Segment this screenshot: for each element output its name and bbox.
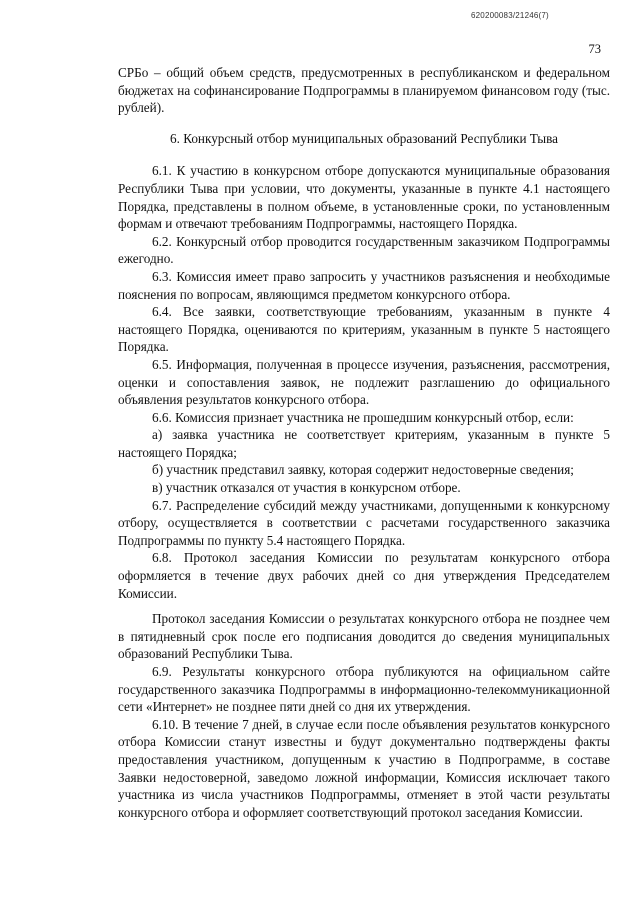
paragraph-6-8: 6.8. Протокол заседания Комиссии по результатам конкурсного отбора оформляется в течение двух рабочих дней со дня утверждения Председателем Комиссии. <box>118 550 610 601</box>
paragraph-6-7: 6.7. Распределение субсидий между участниками, допущенными к конкурсному отбору, осуществляется в соответствии с расчетами государственного заказчика Подпрограммы по пункту 5.4 настоящего Порядка. <box>118 497 610 548</box>
paragraph-6-6: 6.6. Комиссия признает участника не прошедшим конкурсный отбор, если: <box>152 409 574 425</box>
section-heading: 6. Конкурсный отбор муниципальных образований Республики Тыва <box>170 130 558 146</box>
paragraph-6-1: 6.1. К участию в конкурсном отборе допускаются муниципальные образования Республики Тыва при условии, что документы, указанные в пункте 4.1 настоящего Порядка, представлены в полном объеме, в установленные сроки, по установленным формам и отвечают требованиям Подпрограммы, настоящего Порядка. <box>118 163 610 232</box>
paragraph-6-9: 6.9. Результаты конкурсного отбора публикуются на официальном сайте государственного заказчика Подпрограммы в информационно-телекоммуникационной сети «Интернет» не позднее пяти дней со дня их утверждения. <box>118 664 610 715</box>
paragraph-6-6-c: в) участник отказался от участия в конкурсном отборе. <box>152 480 461 496</box>
paragraph-6-8-protocol: Протокол заседания Комиссии о результатах конкурсного отбора не позднее чем в пятидневный срок после его подписания доводится до сведения муниципальных образований Республики Тыва. <box>118 611 610 662</box>
document-id: 620200083/21246(7) <box>471 11 549 20</box>
paragraph-6-6-b: б) участник представил заявку, которая содержит недостоверные сведения; <box>152 462 574 478</box>
document-body <box>118 64 610 821</box>
paragraph-6-6-a: а) заявка участника не соответствует критериям, указанным в пункте 5 настоящего Порядка; <box>118 427 610 460</box>
page-number: 73 <box>588 42 601 56</box>
intro-paragraph: СРБо – общий объем средств, предусмотренных в республиканском и федеральном бюджетах на софинансирование Подпрограммы в планируемом финансовом году (тыс. рублей). <box>118 65 610 116</box>
paragraph-6-4: 6.4. Все заявки, соответствующие требованиям, указанным в пункте 4 настоящего Порядка, оцениваются по критериям, указанным в пункте 5 настоящего Порядка. <box>118 304 610 355</box>
paragraph-6-3: 6.3. Комиссия имеет право запросить у участников разъяснения и необходимые пояснения по вопросам, являющимся предметом конкурсного отбора. <box>118 268 610 302</box>
paragraph-6-2: 6.2. Конкурсный отбор проводится государственным заказчиком Подпрограммы ежегодно. <box>118 233 610 267</box>
paragraph-6-5: 6.5. Информация, полученная в процессе изучения, разъяснения, рассмотрения, оценки и сопоставления заявок, не подлежит разглашению до официального объявления результатов конкурсного отбора. <box>118 356 610 408</box>
paragraph-6-10: 6.10. В течение 7 дней, в случае если после объявления результатов конкурсного отбора Комиссии станут известны и будут документально подтверждены факты предоставления участником, допущенным к участию в Подпрограмме, в составе Заявки недостоверной, заведомо ложной информации, Комиссия исключает такого участника из числа участников Подпрограммы, отменяет в этой части результаты конкурсного отбора и оформляет соответствующий протокол заседания Комиссии. <box>118 716 610 820</box>
